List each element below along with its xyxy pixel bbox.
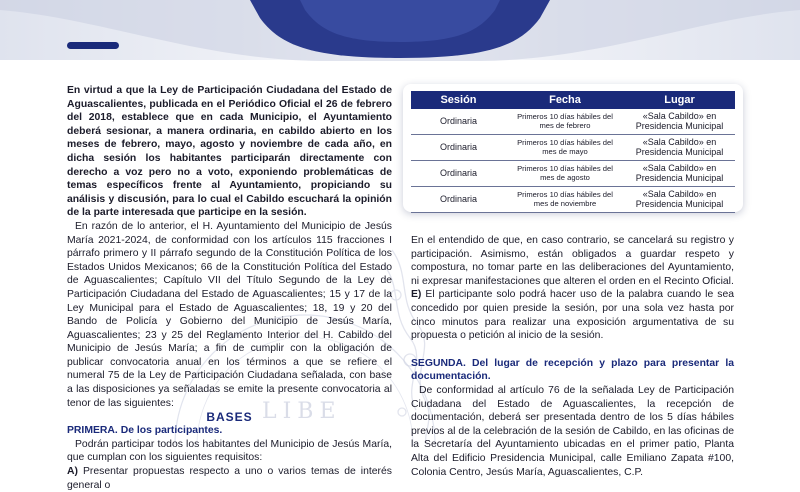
schedule-table xyxy=(411,91,735,213)
bases-heading: BASES xyxy=(206,410,253,425)
requirement-e xyxy=(411,288,734,342)
table-row xyxy=(411,109,735,135)
table-row xyxy=(411,135,735,161)
place-cell: «Sala Cabildo» en Presidencia Municipal xyxy=(624,109,735,135)
place-cell: «Sala Cabildo» en Presidencia Municipal xyxy=(624,161,735,187)
table-row xyxy=(411,161,735,187)
conduct-paragraph: En el entendido de que, en caso contrario, se cancelará su registro y participación. Asimismo, están obligados a guardar respeto y compostura, no tomar parte en las deliberaciones del Ayuntamiento, ni expresar manifestaciones que alteren el orden en el Recinto Oficial. xyxy=(411,235,734,287)
header-place: Lugar xyxy=(624,91,735,109)
primera-paragraph: Podrán participar todos los habitantes del Municipio de Jesús María, que cumplan con los siguientes requisitos: xyxy=(67,438,392,464)
date-cell: Primeros 10 días hábiles del mes de noviembre xyxy=(506,187,624,213)
intro-paragraph: En virtud a que la Ley de Participación Ciudadana del Estado de Aguascalientes, publicada en el Periódico Oficial el 26 de febrero del 2018, establece que en cada Municipio, el Ayuntamiento deberá sesionar, a manera ordinaria, en cabildo abierto en los meses de febrero, mayo, agosto y noviembre de cada año, en dicha sesión los habitantes participarán directamente con derecho a voz pero no a voto, exponiendo problemáticas de temas específicos frente al Ayuntamiento, propiciando su análisis y discusión, para lo cual el Cabildo escuchará la opinión de la parte interesada que participe en la sesión. xyxy=(67,85,392,219)
place-cell: «Sala Cabildo» en Presidencia Municipal xyxy=(624,135,735,161)
header-date: Fecha xyxy=(506,91,624,109)
accent-bar xyxy=(67,42,119,49)
right-column xyxy=(411,234,734,479)
segunda-heading: SEGUNDA. Del lugar de recepción y plazo para presentar la documentación. xyxy=(411,357,734,383)
session-cell: Ordinaria xyxy=(411,109,506,135)
requirement-a-text: Presentar propuestas respecto a uno o varios temas de interés general o xyxy=(67,466,392,491)
requirement-a-letter: A) xyxy=(67,466,78,478)
date-cell: Primeros 10 días hábiles del mes de agosto xyxy=(506,161,624,187)
place-cell: «Sala Cabildo» en Presidencia Municipal xyxy=(624,187,735,213)
schedule-header-row xyxy=(411,91,735,109)
spacer xyxy=(411,343,734,357)
requirement-e-text: El participante solo podrá hacer uso de la palabra cuando le sea concedido por quien preside la sesión, por una sola vez hasta por cinco minutos para realizar una exposición argumentativa de su propuesta o petición al inicio de la sesión. xyxy=(411,289,734,342)
requirement-a xyxy=(67,465,392,492)
date-cell: Primeros 10 días hábiles del mes de febrero xyxy=(506,109,624,135)
session-cell: Ordinaria xyxy=(411,161,506,187)
segunda-paragraph: De conformidad al artículo 76 de la señalada Ley de Participación Ciudadana del Estado de Aguascalientes, la recepción de documentación, deberá ser presentada dentro de los 5 días hábiles previos al de la celebración de la sesión de Cabildo, en las oficinas de la Secretaría del Ayuntamiento ubicadas en el primer patio, Planta Alta del Edificio Presidencia Municipal, calle Emiliano Zapata #100, Colonia Centro, Jesús María, Aguascalientes, C.P. xyxy=(411,384,734,478)
header-wave-shape xyxy=(0,0,800,62)
date-cell: Primeros 10 días hábiles del mes de mayo xyxy=(506,135,624,161)
svg-text:LIBE: LIBE xyxy=(262,399,342,424)
session-cell: Ordinaria xyxy=(411,135,506,161)
header-session: Sesión xyxy=(411,91,506,109)
requirement-e-letter: E) xyxy=(411,289,422,301)
session-cell: Ordinaria xyxy=(411,187,506,213)
schedule-table-card xyxy=(403,84,743,212)
table-row xyxy=(411,187,735,213)
left-column xyxy=(67,84,392,492)
primera-heading: PRIMERA. De los participantes. xyxy=(67,425,223,437)
legal-basis-paragraph: En razón de lo anterior, el H. Ayuntamiento del Municipio de Jesús María 2021-2024, de conformidad con los artículos 115 fracciones I párrafo primero y II párrafo segundo de la Constitución Política de los Estados Unidos Mexicanos; 66 de la Constitución Política del Estado de Aguascalientes; Capítulo VII del Título Segundo de la Ley de Participación Ciudadana del Estado de Aguascalientes; 15 y 17 de la Ley Municipal para el Estado de Aguascalientes; 18, 19 y 20 del Bando de Policía y Gobierno del Municipio de Jesús María, Aguascalientes; 23 y 25 del Reglamento Interior del H. Cabildo del Municipio de Jesús María; a fin de cumplir con la obligación de publicar convocatoria anual en los términos a que se refiere el numeral 75 de la Ley de Participación Ciudadana señalada, con base a las disposiciones ya señaladas se emite la presente convocatoria al tenor de las siguientes: xyxy=(67,220,392,409)
